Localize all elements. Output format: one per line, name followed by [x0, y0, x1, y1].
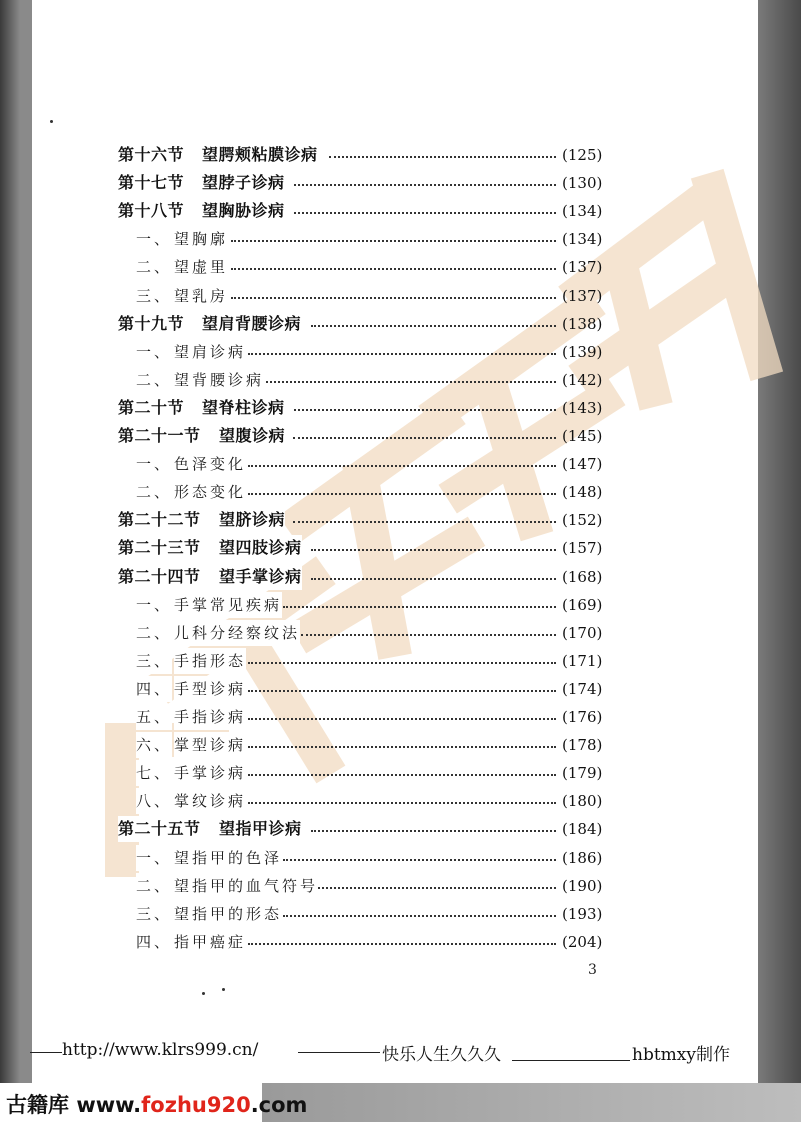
toc-page-number: (125) — [562, 146, 603, 164]
toc-page-number: (139) — [562, 342, 603, 361]
footer-slogan: 快乐人生久久久 — [382, 1045, 501, 1065]
toc-section-row[interactable] — [32, 142, 758, 168]
toc-number: 第十七节 — [118, 170, 184, 196]
toc-title: 望虚里 — [174, 254, 228, 280]
toc-subsection-row[interactable] — [32, 704, 758, 730]
toc-number: 第十六节 — [118, 142, 184, 168]
toc-page-number: (134) — [562, 230, 603, 249]
toc-subsection-row[interactable] — [32, 226, 758, 252]
toc-subsection-row[interactable] — [32, 620, 758, 646]
toc-page-number: (143) — [562, 398, 603, 417]
footer-rule — [298, 1052, 380, 1053]
toc-page-number: (204) — [562, 932, 603, 951]
toc-subsection-row[interactable] — [32, 339, 758, 365]
toc-leader-dots — [248, 718, 556, 720]
toc-subsection-row[interactable] — [32, 479, 758, 505]
toc-number: 一、 — [136, 845, 172, 871]
toc-section-row[interactable] — [32, 311, 758, 337]
toc-leader-dots — [318, 887, 556, 889]
toc-section-row[interactable] — [32, 507, 758, 533]
footer-rule — [30, 1052, 62, 1053]
toc-leader-dots — [266, 381, 557, 383]
toc-leader-dots — [301, 634, 557, 636]
toc-title: 望脖子诊病 — [202, 170, 285, 196]
toc-number: 第十九节 — [118, 311, 184, 337]
toc-number: 二、 — [136, 367, 172, 393]
toc-number: 第二十四节 — [118, 564, 201, 590]
toc-leader-dots — [283, 606, 556, 608]
toc-leader-dots — [294, 184, 557, 186]
toc-title: 儿科分经察纹法 — [174, 620, 300, 646]
toc-number: 二、 — [136, 620, 172, 646]
toc-number: 八、 — [136, 788, 172, 814]
toc-number: 一、 — [136, 226, 172, 252]
toc-page-number: (148) — [562, 483, 603, 502]
toc-number: 第二十二节 — [118, 507, 201, 533]
toc-number: 一、 — [136, 339, 172, 365]
toc-title: 望肩背腰诊病 — [202, 311, 301, 337]
toc-subsection-row[interactable] — [32, 676, 758, 702]
toc-title: 望指甲的形态 — [174, 901, 282, 927]
scan-speck — [202, 992, 205, 995]
scan-speck — [50, 120, 53, 123]
toc-subsection-row[interactable] — [32, 648, 758, 674]
toc-title: 色泽变化 — [174, 451, 246, 477]
toc-subsection-row[interactable] — [32, 788, 758, 814]
toc-leader-dots — [231, 268, 557, 270]
toc-section-row[interactable] — [32, 564, 758, 590]
toc-title: 望肩诊病 — [174, 339, 246, 365]
document-page — [32, 0, 758, 1090]
toc-leader-dots — [248, 465, 556, 467]
toc-leader-dots — [248, 802, 556, 804]
toc-number: 四、 — [136, 929, 172, 955]
toc-title: 手指形态 — [174, 648, 246, 674]
toc-leader-dots — [248, 774, 556, 776]
toc-section-row[interactable] — [32, 423, 758, 449]
toc-number: 一、 — [136, 451, 172, 477]
toc-subsection-row[interactable] — [32, 929, 758, 955]
toc-subsection-row[interactable] — [32, 760, 758, 786]
site-link[interactable] — [6, 1089, 307, 1119]
toc-page-number: (193) — [562, 904, 603, 923]
toc-leader-dots — [283, 859, 556, 861]
toc-leader-dots — [311, 325, 556, 327]
toc-leader-dots — [293, 437, 556, 439]
toc-title: 望胸胁诊病 — [202, 198, 285, 224]
toc-page-number: (180) — [562, 792, 603, 811]
toc-title: 掌型诊病 — [174, 732, 246, 758]
toc-section-row[interactable] — [32, 816, 758, 842]
toc-title: 望手掌诊病 — [219, 564, 302, 590]
toc-number: 七、 — [136, 760, 172, 786]
toc-title: 望脐诊病 — [219, 507, 285, 533]
toc-number: 二、 — [136, 479, 172, 505]
toc-number: 一、 — [136, 592, 172, 618]
toc-page-number: (142) — [562, 370, 603, 389]
toc-leader-dots — [311, 549, 557, 551]
toc-number: 四、 — [136, 676, 172, 702]
toc-section-row[interactable] — [32, 535, 758, 561]
toc-number: 第二十五节 — [118, 816, 201, 842]
toc-subsection-row[interactable] — [32, 845, 758, 871]
toc-title: 手掌常见疾病 — [174, 592, 282, 618]
toc-subsection-row[interactable] — [32, 592, 758, 618]
toc-number: 三、 — [136, 648, 172, 674]
toc-number: 二、 — [136, 873, 172, 899]
toc-page-number: (190) — [562, 876, 603, 895]
toc-section-row[interactable] — [32, 395, 758, 421]
toc-page-number: (138) — [562, 314, 603, 333]
toc-page-number: (178) — [562, 736, 603, 755]
toc-subsection-row[interactable] — [32, 873, 758, 899]
toc-title: 手指诊病 — [174, 704, 246, 730]
site-domain-prefix: www. — [76, 1093, 142, 1117]
toc-subsection-row[interactable] — [32, 367, 758, 393]
toc-title: 指甲癌症 — [174, 929, 246, 955]
toc-leader-dots — [231, 297, 557, 299]
toc-title: 望脊柱诊病 — [202, 395, 285, 421]
toc-section-row[interactable] — [32, 198, 758, 224]
toc-leader-dots — [329, 156, 557, 158]
toc-title: 望腹诊病 — [219, 423, 285, 449]
toc-leader-dots — [311, 830, 557, 832]
toc-title: 形态变化 — [174, 479, 246, 505]
site-name: 古籍库 — [6, 1093, 69, 1117]
toc-leader-dots — [248, 353, 556, 355]
toc-page-number: (179) — [562, 764, 603, 783]
toc-subsection-row[interactable] — [32, 283, 758, 309]
toc-leader-dots — [248, 690, 556, 692]
toc-title: 手型诊病 — [174, 676, 246, 702]
toc-page-number: (147) — [562, 455, 603, 474]
toc-number: 三、 — [136, 901, 172, 927]
toc-leader-dots — [294, 212, 557, 214]
toc-page-number: (170) — [562, 623, 603, 642]
toc-title: 手掌诊病 — [174, 760, 246, 786]
toc-title: 望腭颊粘膜诊病 — [202, 142, 318, 168]
toc-page-number: (130) — [562, 174, 603, 193]
toc-number: 第二十节 — [118, 395, 184, 421]
toc-page-number: (157) — [562, 539, 603, 558]
site-banner — [0, 1083, 801, 1122]
footer — [0, 1040, 801, 1070]
toc-title: 掌纹诊病 — [174, 788, 246, 814]
footer-maker: hbtmxy制作 — [632, 1045, 730, 1065]
toc-leader-dots — [283, 915, 556, 917]
toc-page-number: (137) — [562, 286, 603, 305]
toc-leader-dots — [311, 578, 557, 580]
toc-subsection-row[interactable] — [32, 901, 758, 927]
toc-leader-dots — [248, 493, 556, 495]
toc-number: 第二十三节 — [118, 535, 201, 561]
toc-page-number: (145) — [562, 427, 603, 445]
toc-title: 望指甲诊病 — [219, 816, 302, 842]
toc-page-number: (137) — [562, 258, 603, 277]
toc-title: 望四肢诊病 — [219, 535, 302, 561]
toc-subsection-row[interactable] — [32, 732, 758, 758]
toc-page-number: (171) — [562, 651, 603, 670]
toc-subsection-row[interactable] — [32, 254, 758, 280]
toc-page-number: (184) — [562, 820, 603, 839]
footer-url[interactable]: http://www.klrs999.cn/ — [62, 1040, 259, 1060]
toc-section-row[interactable] — [32, 170, 758, 196]
toc-page-number: (134) — [562, 202, 603, 221]
toc-page-number: (174) — [562, 679, 603, 698]
toc-number: 六、 — [136, 732, 172, 758]
page-number: 3 — [588, 962, 597, 978]
toc-title: 望指甲的色泽 — [174, 845, 282, 871]
toc-subsection-row[interactable] — [32, 451, 758, 477]
toc-page-number: (186) — [562, 848, 603, 867]
toc-leader-dots — [293, 521, 556, 523]
toc-number: 第十八节 — [118, 198, 184, 224]
toc-number: 第二十一节 — [118, 423, 201, 449]
site-domain-highlight: fozhu920 — [141, 1093, 251, 1117]
toc-title: 望指甲的血气符号 — [174, 873, 318, 899]
toc-number: 三、 — [136, 283, 172, 309]
toc-number: 二、 — [136, 254, 172, 280]
toc-leader-dots — [294, 409, 557, 411]
toc-title: 望乳房 — [174, 283, 228, 309]
toc-title: 望背腰诊病 — [174, 367, 264, 393]
toc-leader-dots — [248, 662, 556, 664]
toc-leader-dots — [248, 746, 556, 748]
toc-leader-dots — [248, 943, 556, 945]
site-domain-suffix: .com — [250, 1093, 308, 1117]
scan-speck — [222, 988, 225, 991]
toc-page-number: (168) — [562, 567, 603, 586]
footer-rule — [512, 1060, 630, 1061]
table-of-contents — [32, 0, 758, 1000]
toc-title: 望胸廓 — [174, 226, 228, 252]
toc-number: 五、 — [136, 704, 172, 730]
toc-page-number: (169) — [562, 595, 603, 614]
toc-page-number: (152) — [562, 511, 603, 530]
toc-leader-dots — [231, 240, 557, 242]
toc-page-number: (176) — [562, 708, 603, 726]
